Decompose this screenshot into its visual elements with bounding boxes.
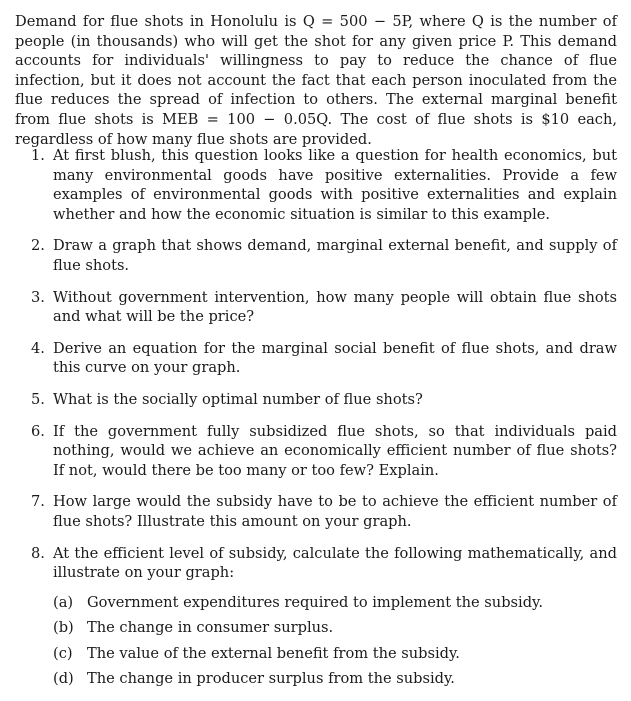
subquestion-a xyxy=(53,593,617,613)
question-number: 4. xyxy=(31,339,45,357)
question-number: 3. xyxy=(31,288,45,306)
question-6 xyxy=(15,422,617,481)
subquestion-text: The value of the external benefit from the subsidy. xyxy=(87,644,460,662)
subquestion-label: (b) xyxy=(53,619,74,637)
subquestion-text: The change in producer surplus from the subsidy. xyxy=(87,670,455,688)
question-number: 1. xyxy=(31,147,45,164)
question-7 xyxy=(15,492,617,531)
subquestion-list xyxy=(53,593,617,689)
question-5 xyxy=(15,390,617,410)
question-1 xyxy=(15,146,617,224)
question-text: At the efficient level of subsidy, calculate the following mathematically, and illustrate on your graph: xyxy=(53,544,617,582)
question-number: 6. xyxy=(31,422,45,440)
question-text: Derive an equation for the marginal social benefit of flue shots, and draw this curve on your graph. xyxy=(53,339,617,377)
subquestion-label: (c) xyxy=(53,644,73,662)
question-3 xyxy=(15,288,617,327)
subquestion-label: (d) xyxy=(53,670,74,688)
subquestion-d xyxy=(53,669,617,689)
question-number: 7. xyxy=(31,493,45,511)
subquestion-text: The change in consumer surplus. xyxy=(87,619,334,637)
question-2 xyxy=(15,236,617,275)
question-text: At first blush, this question looks like a question for health economics, but many environmental goods have positive externalities. Provide a few examples of environmental goods with positive externalities and explain whether and how the economic situation is similar to this example. xyxy=(53,147,617,223)
question-text: What is the socially optimal number of flue shots? xyxy=(53,390,423,408)
subquestion-b xyxy=(53,618,617,638)
question-8 xyxy=(15,544,617,690)
question-number: 8. xyxy=(31,544,45,562)
subquestion-c xyxy=(53,644,617,664)
question-4 xyxy=(15,339,617,378)
question-list xyxy=(15,146,617,701)
intro-paragraph: Demand for flue shots in Honolulu is Q = 500 − 5P, where Q is the number of people (in thousands) who will get the shot for any given price P. This demand accounts for individuals' willingness to pay to reduce the chance of flue infection, but it does not account the fact that each person inoculated from the flue reduces the spread of infection to others. The external marginal benefit from flue shots is MEB = 100 − 0.05Q. The cost of flue shots is $10 each, regardless of how many flue shots are provided. xyxy=(15,13,617,148)
subquestion-label: (a) xyxy=(53,593,74,611)
question-number: 2. xyxy=(31,237,45,255)
question-number: 5. xyxy=(31,390,45,408)
question-text: If the government fully subsidized flue shots, so that individuals paid nothing, would we achieve an economically efficient number of flue shots? If not, would there be too many or too few? Explain. xyxy=(53,422,617,479)
subquestion-text: Government expenditures required to implement the subsidy. xyxy=(87,593,543,611)
question-text: Draw a graph that shows demand, marginal external benefit, and supply of flue shots. xyxy=(53,237,617,274)
question-text: How large would the subsidy have to be to achieve the efficient number of flue shots? Illustrate this amount on your graph. xyxy=(53,493,617,530)
question-text: Without government intervention, how many people will obtain flue shots and what will be the price? xyxy=(53,288,617,326)
